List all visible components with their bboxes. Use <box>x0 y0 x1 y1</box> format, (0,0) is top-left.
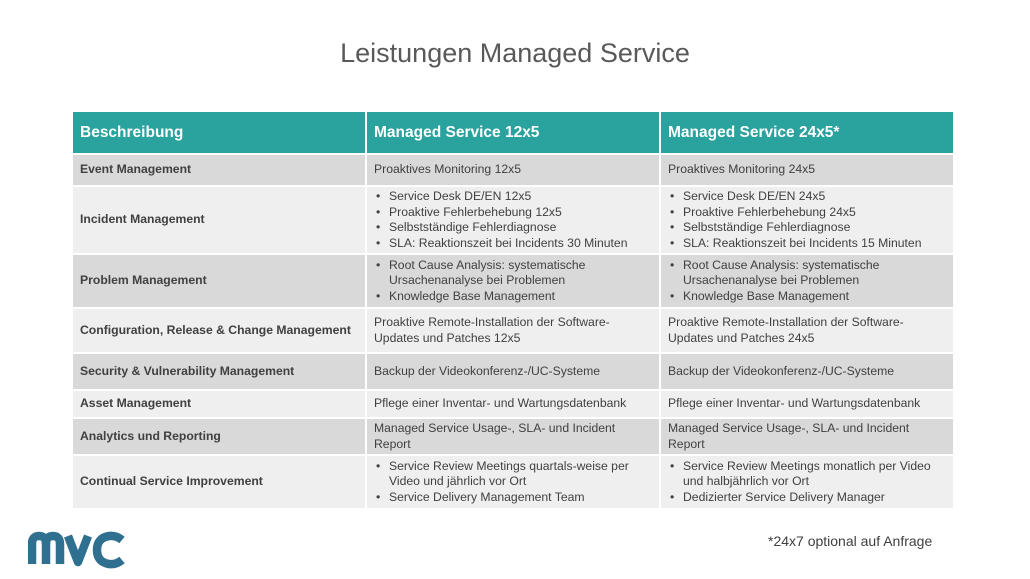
bullet-item: • Knowledge Base Management <box>668 289 946 305</box>
table-body <box>72 154 954 509</box>
bullet-list <box>374 459 652 506</box>
cell-text: Proaktive Remote-Installation der Software-Updates und Patches 24x5 <box>668 315 904 345</box>
cell-text: Proaktives Monitoring 12x5 <box>374 162 521 177</box>
row-label: Problem Management <box>72 254 366 308</box>
bullet-item: • Service Review Meetings monatlich per Video und halbjährlich vor Ort <box>668 459 946 490</box>
bullet-item: • SLA: Reaktionszeit bei Incidents 30 Minuten <box>374 236 652 252</box>
services-table <box>71 110 955 510</box>
bullet-item: • Root Cause Analysis: systematische Ursachenanalyse bei Problemen <box>668 258 946 289</box>
bullet-list <box>668 258 946 305</box>
bullet-item: • Knowledge Base Management <box>374 289 652 305</box>
cell-12x5 <box>366 390 660 418</box>
bullet-item: • Selbstständige Fehlerdiagnose <box>374 220 652 236</box>
bullet-item: • Proaktive Fehlerbehebung 24x5 <box>668 205 946 221</box>
cell-24x5 <box>660 418 954 455</box>
bullet-list <box>668 459 946 506</box>
bullet-list <box>374 258 652 305</box>
cell-24x5 <box>660 390 954 418</box>
cell-24x5 <box>660 254 954 308</box>
cell-12x5 <box>366 308 660 353</box>
table-row <box>72 154 954 186</box>
cell-24x5 <box>660 353 954 390</box>
cell-12x5 <box>366 154 660 186</box>
header-24x5: Managed Service 24x5* <box>660 111 954 154</box>
row-label: Analytics und Reporting <box>72 418 366 455</box>
table-row <box>72 390 954 418</box>
cell-24x5 <box>660 186 954 254</box>
cell-24x5 <box>660 154 954 186</box>
cell-text: Proaktives Monitoring 24x5 <box>668 162 815 177</box>
row-label: Configuration, Release & Change Management <box>72 308 366 353</box>
table-row <box>72 418 954 455</box>
cell-12x5 <box>366 254 660 308</box>
bullet-item: • Service Desk DE/EN 24x5 <box>668 189 946 205</box>
mvc-logo <box>28 528 128 570</box>
cell-24x5 <box>660 455 954 509</box>
cell-24x5 <box>660 308 954 353</box>
bullet-list <box>374 189 652 251</box>
table-row <box>72 186 954 254</box>
row-label: Event Management <box>72 154 366 186</box>
row-label: Incident Management <box>72 186 366 254</box>
bullet-item: • Selbstständige Fehlerdiagnose <box>668 220 946 236</box>
bullet-item: • Dedizierter Service Delivery Manager <box>668 490 946 506</box>
cell-text: Backup der Videokonferenz-/UC-Systeme <box>374 363 601 378</box>
cell-text: Pflege einer Inventar- und Wartungsdatenbank <box>668 396 921 411</box>
footnote: *24x7 optional auf Anfrage <box>768 533 933 549</box>
table-row <box>72 308 954 353</box>
table-header-row <box>72 111 954 154</box>
cell-text: Managed Service Usage-, SLA- und Incident Report <box>374 421 616 451</box>
cell-12x5 <box>366 418 660 455</box>
bullet-item: • SLA: Reaktionszeit bei Incidents 15 Minuten <box>668 236 946 252</box>
bullet-item: • Service Delivery Management Team <box>374 490 652 506</box>
row-label: Security & Vulnerability Management <box>72 353 366 390</box>
cell-text: Managed Service Usage-, SLA- und Incident Report <box>668 421 910 451</box>
bullet-list <box>668 189 946 251</box>
table-row <box>72 455 954 509</box>
bullet-item: • Proaktive Fehlerbehebung 12x5 <box>374 205 652 221</box>
cell-text: Pflege einer Inventar- und Wartungsdatenbank <box>374 396 627 411</box>
table-row <box>72 353 954 390</box>
cell-12x5 <box>366 186 660 254</box>
bullet-item: • Service Review Meetings quartals-weise per Video und jährlich vor Ort <box>374 459 652 490</box>
bullet-item: • Root Cause Analysis: systematische Ursachenanalyse bei Problemen <box>374 258 652 289</box>
cell-text: Backup der Videokonferenz-/UC-Systeme <box>668 363 895 378</box>
table-row <box>72 254 954 308</box>
slide-title: Leistungen Managed Service <box>340 38 690 68</box>
cell-text: Proaktive Remote-Installation der Software-Updates und Patches 12x5 <box>374 315 610 345</box>
header-12x5: Managed Service 12x5 <box>366 111 660 154</box>
bullet-item: • Service Desk DE/EN 12x5 <box>374 189 652 205</box>
row-label: Asset Management <box>72 390 366 418</box>
header-description: Beschreibung <box>72 111 366 154</box>
cell-12x5 <box>366 455 660 509</box>
row-label: Continual Service Improvement <box>72 455 366 509</box>
cell-12x5 <box>366 353 660 390</box>
